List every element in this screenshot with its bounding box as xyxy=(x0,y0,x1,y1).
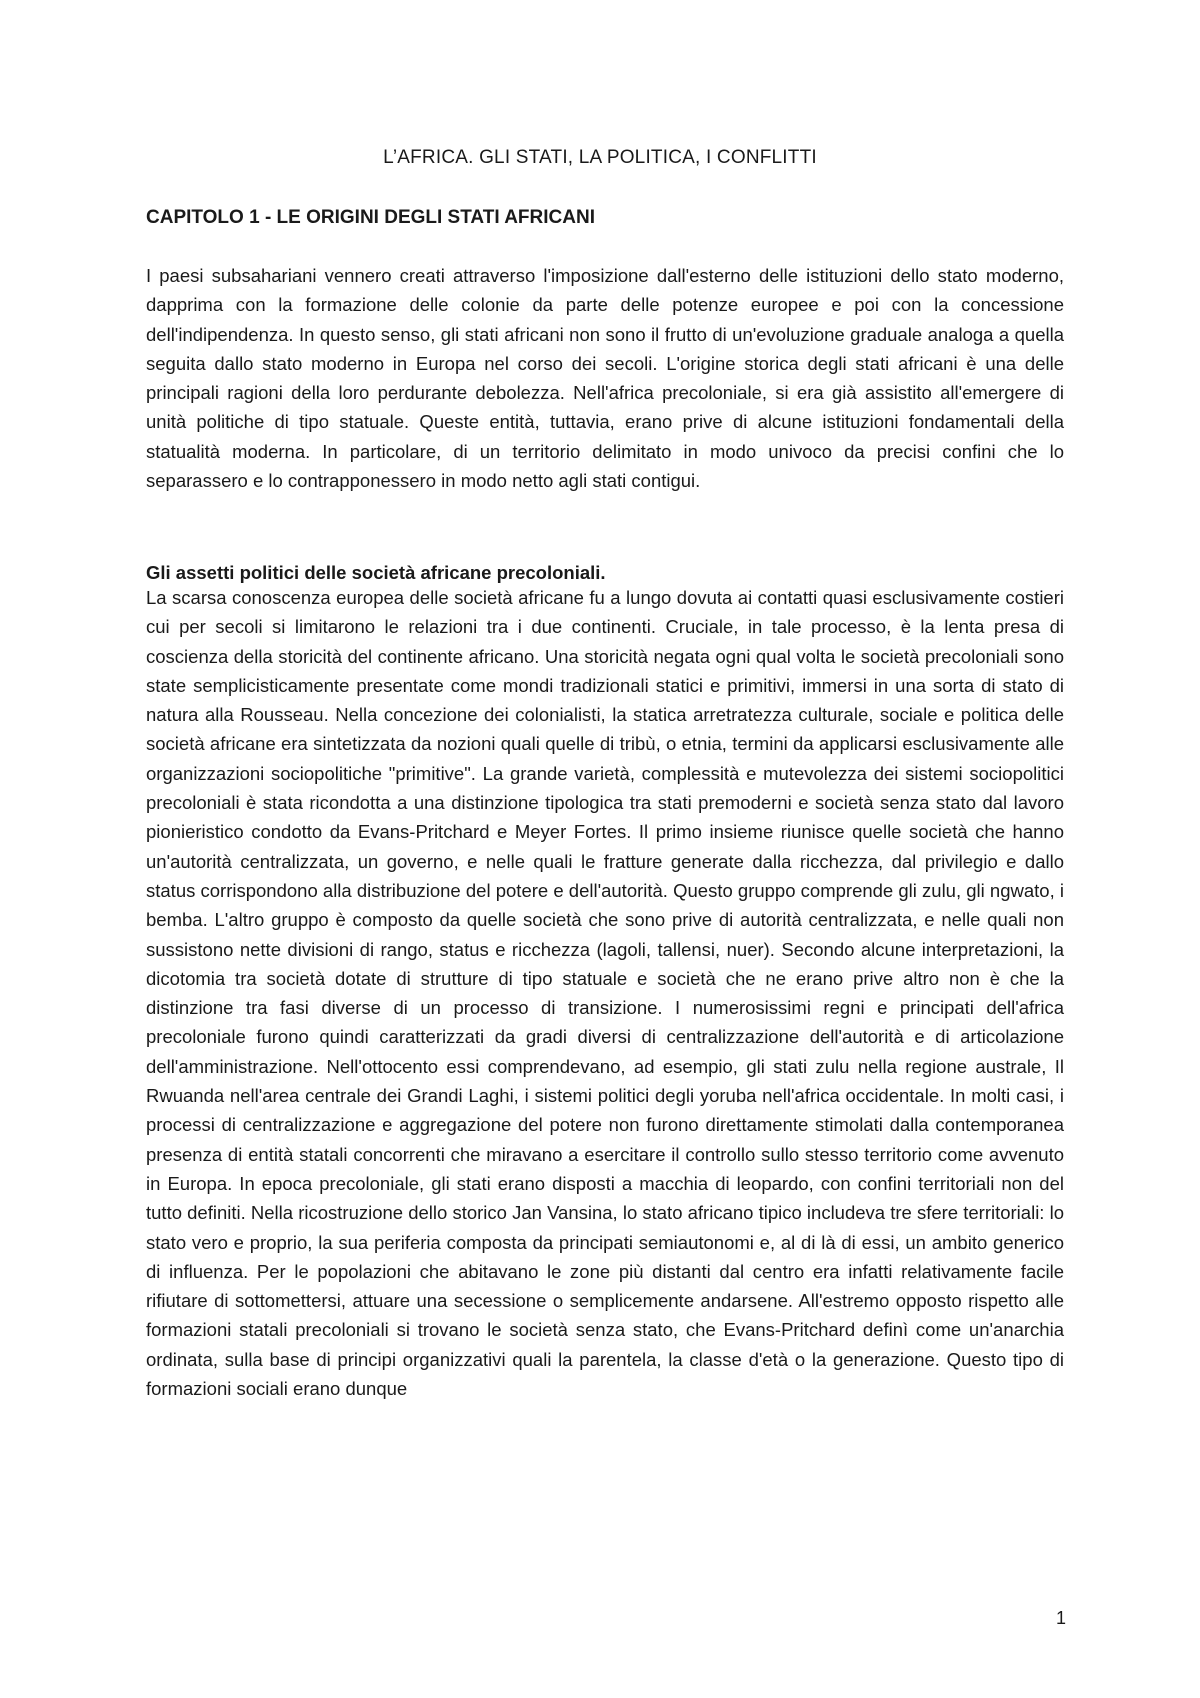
document-title: L’AFRICA. GLI STATI, LA POLITICA, I CONFLITTI xyxy=(383,147,817,168)
page-number: 1 xyxy=(1055,1608,1066,1628)
section-heading: Gli assetti politici delle società africane precoloniali. xyxy=(146,562,606,583)
section-paragraph: La scarsa conoscenza europea delle società africane fu a lungo dovuta ai contatti quasi esclusivamente costieri cui per secoli si limitarono le relazioni tra i due continenti. Cruciale, in tale processo, è la lenta presa di coscienza della storicità del continente africano. Una storicità negata ogni qual volta le società precoloniali sono state semplicisticamente presentate come mondi tradizionali statici e primitivi, immersi in una sorta di stato di natura alla Rousseau. Nella concezione dei colonialisti, la statica arretratezza culturale, sociale e politica delle società africane era sintetizzata da nozioni quali quelle di tribù, o etnia, termini da applicarsi esclusivamente alle organizzazioni sociopolitiche "primitive". La grande varietà, complessità e mutevolezza dei sistemi sociopolitici precoloniali è stata ricondotta a una distinzione tipologica tra stati premoderni e società senza stato dal lavoro pionieristico condotto da Evans-Pritchard e Meyer Fortes. Il primo insieme riunisce quelle società che hanno un'autorità centralizzata, un governo, e nelle quali le fratture generate dalla ricchezza, dal privilegio e dallo status corrispondono alla distribuzione del potere e dell'autorità. Questo gruppo comprende gli zulu, gli ngwato, i bemba. L'altro gruppo è composto da quelle società che sono prive di autorità centralizzata, e nelle quali non sussistono nette divisioni di rango, status e ricchezza (lagoli, tallensi, nuer). Secondo alcune interpretazioni, la dicotomia tra società dotate di strutture di tipo statuale e società che ne erano prive altro non è che la distinzione tra fasi diverse di un processo di transizione. I numerosissimi regni e principati dell'africa precoloniale furono quindi caratterizzati da gradi diversi di centralizzazione dell'autorità e di articolazione dell'amministrazione. Nell'ottocento essi comprendevano, ad esempio, gli stati zulu nella regione australe, Il Rwuanda nell'area centrale dei Grandi Laghi, i sistemi politici degli yoruba nell'africa occidentale. In molti casi, i processi di centralizzazione e aggregazione del potere non furono direttamente stimolati dalla contemporanea presenza di entità statali concorrenti che miravano a esercitare il controllo sullo stesso territorio come avvenuto in Europa. In epoca precoloniale, gli stati erano disposti a macchia di leopardo, con confini territoriali non del tutto definiti. Nella ricostruzione dello storico Jan Vansina, lo stato africano tipico includeva tre sfere territoriali: lo stato vero e proprio, la sua periferia composta da principati semiautonomi e, al di là di essi, un ambito generico di influenza. Per le popolazioni che abitavano le zone più distanti dal centro era infatti relativamente facile rifiutare di sottomettersi, attuare una secessione o semplicemente andarsene. All'estremo opposto rispetto alle formazioni statali precoloniali si trovano le società senza stato, che Evans-Pritchard definì come un'anarchia ordinata, sulla base di principi organizzativi quali la parentela, la classe d'età o la generazione. Questo tipo di formazioni sociali erano dunque xyxy=(146,587,1064,1400)
chapter-heading: CAPITOLO 1 - LE ORIGINI DEGLI STATI AFRICANI xyxy=(146,207,595,228)
intro-paragraph: I paesi subsahariani vennero creati attraverso l'imposizione dall'esterno delle istituzioni dello stato moderno, dapprima con la formazione delle colonie da parte delle potenze europee e poi con la concessione dell'indipendenza. In questo senso, gli stati africani non sono il frutto di un'evoluzione graduale analoga a quella seguita dallo stato moderno in Europa nel corso dei secoli. L'origine storica degli stati africani è una delle principali ragioni della loro perdurante debolezza. Nell'africa precoloniale, si era già assistito all'emergere di unità politiche di tipo statuale. Queste entità, tuttavia, erano prive di alcune istituzioni fondamentali della statualità moderna. In particolare, di un territorio delimitato in modo univoco da precisi confini che lo separassero e lo contrapponessero in modo netto agli stati contigui. xyxy=(146,265,1064,492)
